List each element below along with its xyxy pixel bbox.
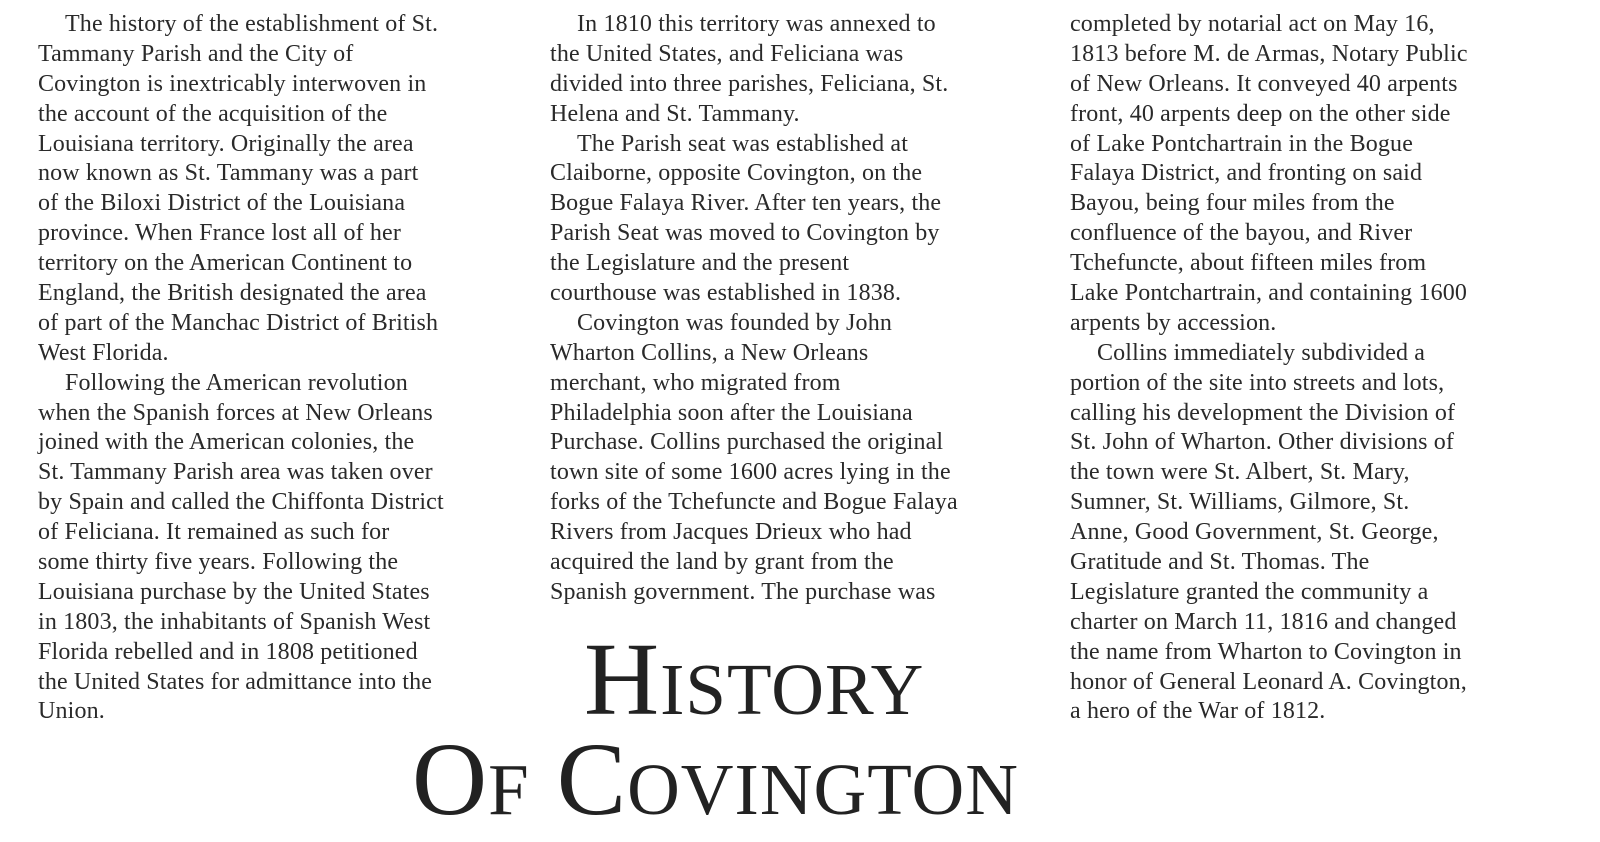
text-line: charter on March 11, 1816 and changed xyxy=(1070,608,1457,635)
text-line: Sumner, St. Williams, Gilmore, St. xyxy=(1070,489,1410,516)
text-line: the United States for admittance into the xyxy=(38,668,433,695)
text-line: arpents by accession. xyxy=(1070,309,1277,336)
text-line: by Spain and called the Chiffonta District xyxy=(38,489,444,516)
text-line: the Legislature and the present xyxy=(550,250,850,277)
text-line: calling his development the Division of xyxy=(1070,399,1456,426)
text-line: Collins immediately subdivided a xyxy=(1097,339,1426,366)
text-line: front, 40 arpents deep on the other side xyxy=(1070,100,1451,127)
text-line: the United States, and Feliciana was xyxy=(550,40,904,67)
text-line: Bogue Falaya River. After ten years, the xyxy=(550,190,942,217)
headline-line-1: History xyxy=(584,622,925,737)
text-line: Falaya District, and fronting on said xyxy=(1070,160,1423,187)
text-line: town site of some 1600 acres lying in the xyxy=(550,459,951,486)
text-column-1 xyxy=(38,10,444,727)
text-line: Following the American revolution xyxy=(65,369,408,396)
text-line: Covington is inextricably interwoven in xyxy=(38,70,427,97)
text-line: courthouse was established in 1838. xyxy=(550,280,902,307)
text-line: Purchase. Collins purchased the original xyxy=(550,429,944,456)
text-line: the town were St. Albert, St. Mary, xyxy=(1070,459,1410,486)
text-line: acquired the land by grant from the xyxy=(550,549,894,576)
text-line: Anne, Good Government, St. George, xyxy=(1070,519,1439,546)
text-line: honor of General Leonard A. Covington, xyxy=(1070,668,1467,695)
text-line: West Florida. xyxy=(38,339,169,366)
text-line: the account of the acquisition of the xyxy=(38,100,388,127)
text-line: in 1803, the inhabitants of Spanish West xyxy=(38,608,431,635)
text-line: some thirty five years. Following the xyxy=(38,549,399,576)
text-line: In 1810 this territory was annexed to xyxy=(577,11,936,37)
text-line: forks of the Tchefuncte and Bogue Falaya xyxy=(550,489,958,516)
text-line: Bayou, being four miles from the xyxy=(1070,190,1395,217)
text-line: of Lake Pontchartrain in the Bogue xyxy=(1070,130,1413,157)
text-column-3 xyxy=(1070,10,1468,727)
text-line: merchant, who migrated from xyxy=(550,369,841,396)
text-line: of Feliciana. It remained as such for xyxy=(38,519,390,546)
text-line: of part of the Manchac District of British xyxy=(38,309,439,336)
text-line: Lake Pontchartrain, and containing 1600 xyxy=(1070,280,1468,307)
text-line: now known as St. Tammany was a part xyxy=(38,160,419,187)
text-line: Wharton Collins, a New Orleans xyxy=(550,339,869,366)
text-line: portion of the site into streets and lots, xyxy=(1070,369,1445,396)
text-line: completed by notarial act on May 16, xyxy=(1070,11,1435,37)
text-line: Legislature granted the community a xyxy=(1070,578,1429,605)
text-line: Claiborne, opposite Covington, on the xyxy=(550,160,923,187)
text-line: Helena and St. Tammany. xyxy=(550,100,800,127)
text-line: confluence of the bayou, and River xyxy=(1070,220,1413,247)
text-line: territory on the American Continent to xyxy=(38,250,413,277)
text-line: 1813 before M. de Armas, Notary Public xyxy=(1070,40,1468,67)
headline-line-2: Of Covington xyxy=(412,722,1019,837)
text-line: Spanish government. The purchase was xyxy=(550,578,936,605)
text-line: Gratitude and St. Thomas. The xyxy=(1070,549,1370,576)
text-line: of the Biloxi District of the Louisiana xyxy=(38,190,406,217)
text-line: province. When France lost all of her xyxy=(38,220,401,247)
text-line: joined with the American colonies, the xyxy=(38,429,415,456)
text-line: Covington was founded by John xyxy=(577,309,893,336)
text-line: of New Orleans. It conveyed 40 arpents xyxy=(1070,70,1458,97)
text-line: Florida rebelled and in 1808 petitioned xyxy=(38,638,418,665)
text-line: Philadelphia soon after the Louisiana xyxy=(550,399,913,426)
text-line: St. Tammany Parish area was taken over xyxy=(38,459,433,486)
text-line: St. John of Wharton. Other divisions of xyxy=(1070,429,1455,456)
text-line: divided into three parishes, Feliciana, St. xyxy=(550,70,949,97)
text-line: Louisiana territory. Originally the area xyxy=(38,130,414,157)
text-line: Louisiana purchase by the United States xyxy=(38,578,430,605)
text-line: Union. xyxy=(38,698,105,725)
text-line: Tchefuncte, about fifteen miles from xyxy=(1070,250,1427,277)
text-column-2 xyxy=(550,10,958,608)
text-line: when the Spanish forces at New Orleans xyxy=(38,399,433,426)
text-line: The Parish seat was established at xyxy=(577,130,909,157)
text-line: a hero of the War of 1812. xyxy=(1070,698,1326,725)
text-line: England, the British designated the area xyxy=(38,280,427,307)
text-line: Rivers from Jacques Drieux who had xyxy=(550,519,912,546)
text-line: Parish Seat was moved to Covington by xyxy=(550,220,940,247)
text-line: The history of the establishment of St. xyxy=(65,11,439,37)
text-line: the name from Wharton to Covington in xyxy=(1070,638,1462,665)
text-line: Tammany Parish and the City of xyxy=(38,40,354,67)
